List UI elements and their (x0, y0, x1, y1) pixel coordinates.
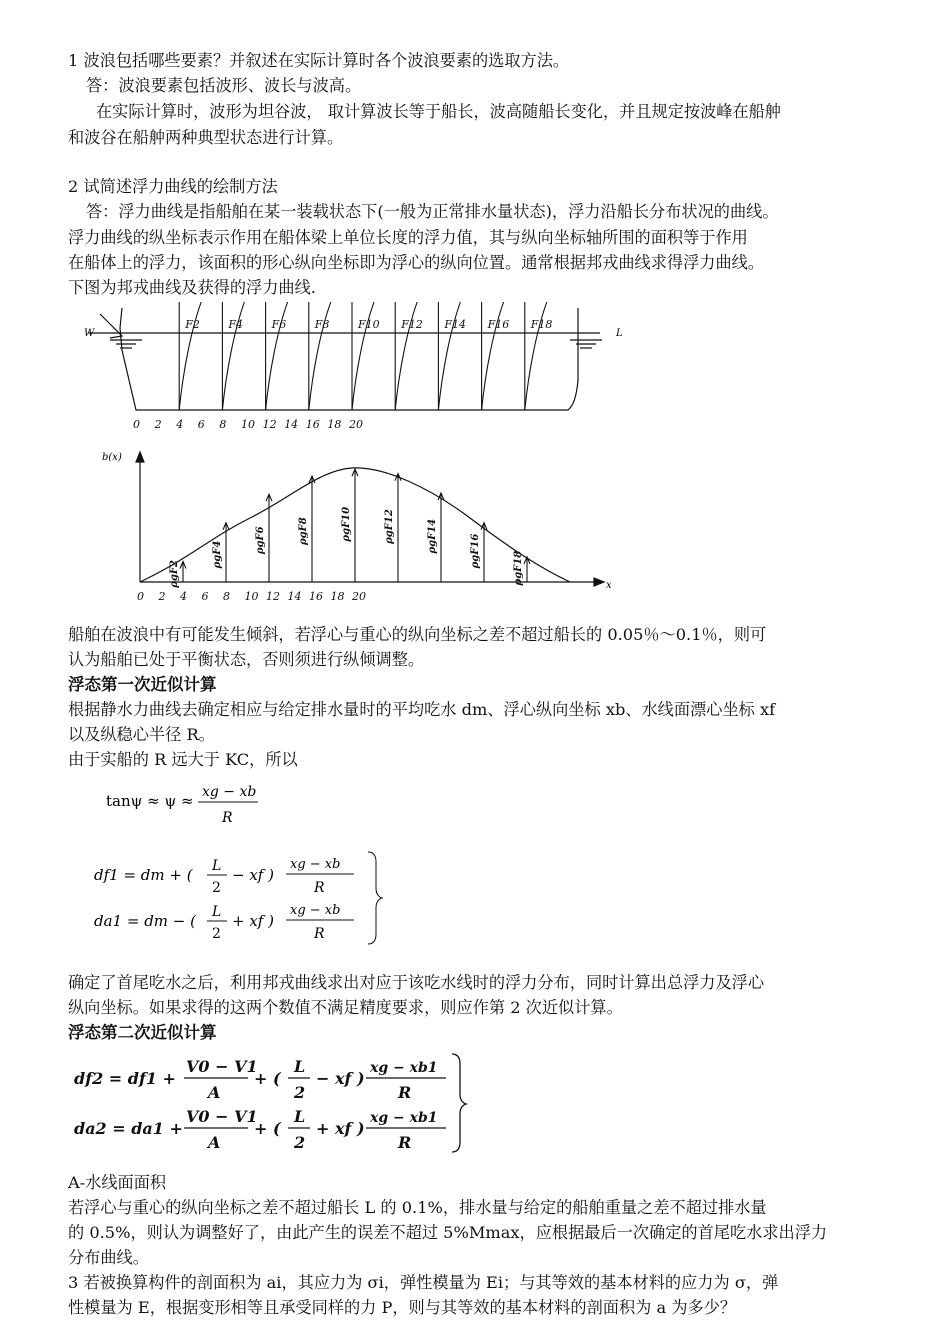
station-label: F16 (487, 318, 510, 331)
force-label: ρgF16 (470, 533, 481, 569)
svg-text:+ (: + ( (254, 1119, 281, 1138)
first-approx-line3: 由于实船的 R 远大于 KC，所以 (68, 750, 298, 769)
q3-line1: 3 若被换算构件的剖面积为 ai，其应力为 σi，弹性模量为 Ei；与其等效的基本材料的应力为 σ，弹 (68, 1273, 779, 1292)
force-label: ρgF18 (513, 550, 524, 586)
station-label: F8 (314, 318, 330, 331)
bottom-tick-label: 18 (330, 590, 345, 603)
trim-line2: 认为船舶已处于平衡状态，否则须进行纵倾调整。 (68, 650, 425, 669)
top-tick-label: 14 (284, 418, 299, 431)
svg-text:L: L (212, 904, 222, 920)
top-tick-label: 18 (327, 418, 342, 431)
svg-text:xg − xb: xg − xb (202, 784, 257, 800)
force-label: ρgF12 (384, 509, 395, 544)
svg-text:R: R (398, 1133, 412, 1152)
bonjean-curves-figure (70, 300, 630, 436)
svg-text:xg − xb1: xg − xb1 (370, 1110, 438, 1126)
bottom-tick-label: 2 (158, 590, 166, 603)
q1-answer-line3: 和波谷在船舯两种典型状态进行计算。 (68, 128, 344, 147)
svg-text:R: R (314, 926, 325, 942)
force-label: ρgF8 (298, 517, 309, 545)
closing-a-label: A-水线面面积 (68, 1173, 167, 1192)
bottom-tick-label: 12 (266, 590, 280, 603)
svg-text:L: L (294, 1057, 306, 1076)
equation-first-drafts (92, 848, 412, 948)
svg-text:R: R (314, 880, 325, 896)
station-label: F12 (401, 318, 423, 331)
svg-text:+ xf ): + xf ) (232, 912, 274, 930)
after-first-line2: 纵向坐标。如果求得的这两个数值不满足精度要求，则应作第 2 次近似计算。 (68, 998, 623, 1017)
buoyancy-curve-figure (70, 448, 630, 606)
q2-answer-line3: 在船体上的浮力，该面积的形心纵向坐标即为浮心的纵向位置。通常根据邦戎曲线求得浮力曲线。 (68, 253, 765, 272)
equation-second-drafts (72, 1050, 472, 1154)
svg-text:L: L (212, 858, 222, 874)
svg-text:da2 = da1 +: da2 = da1 + (74, 1119, 183, 1138)
svg-text:A: A (208, 1083, 221, 1102)
svg-text:R: R (222, 810, 233, 826)
station-label: F4 (228, 318, 244, 331)
bottom-tick-label: 8 (223, 590, 230, 603)
top-tick-label: 20 (349, 418, 363, 431)
q2-title: 2 试简述浮力曲线的绘制方法 (68, 177, 278, 196)
svg-text:df2 = df1 +: df2 = df1 + (74, 1069, 176, 1088)
svg-text:xg − xb1: xg − xb1 (370, 1060, 438, 1076)
first-approx-heading: 浮态第一次近似计算 (68, 675, 217, 694)
top-tick-label: 0 (133, 418, 140, 431)
station-label: F18 (530, 318, 553, 331)
bottom-tick-label: 4 (180, 590, 187, 603)
svg-text:df1 = dm + (: df1 = dm + ( (94, 866, 193, 884)
svg-text:V0 − V1: V0 − V1 (186, 1107, 258, 1126)
svg-text:da1 = dm − (: da1 = dm − ( (94, 912, 196, 930)
top-tick-label: 10 (241, 418, 255, 431)
svg-text:xg − xb: xg − xb (290, 903, 341, 918)
top-tick-label: 2 (154, 418, 162, 431)
top-tick-label: 12 (262, 418, 277, 431)
top-tick-label: 4 (176, 418, 184, 431)
after-first-line1: 确定了首尾吃水之后，利用邦戎曲线求出对应于该吃水线时的浮力分布，同时计算出总浮力及浮心 (68, 973, 765, 992)
station-label: F6 (271, 318, 287, 331)
bottom-tick-label: 16 (309, 590, 323, 603)
svg-text:R: R (398, 1083, 412, 1102)
top-tick-label: 16 (305, 418, 320, 431)
svg-text:− xf ): − xf ) (316, 1069, 365, 1088)
q1-title: 1 波浪包括哪些要素？并叙述在实际计算时各个波浪要素的选取方法。 (68, 51, 570, 70)
xlabel: x (606, 580, 612, 591)
closing-line2: 的 0.5%，则认为调整好了，由此产生的误差不超过 5%Mmax，应根据最后一次确定的首尾吃水求出浮力 (68, 1223, 828, 1242)
closing-line1: 若浮心与重心的纵向坐标之差不超过船长 L 的 0.1%，排水量与给定的船舶重量之差不超过排水量 (68, 1198, 767, 1217)
force-label: ρgF6 (255, 526, 266, 555)
svg-text:+ xf ): + xf ) (316, 1119, 365, 1138)
bottom-tick-label: 0 (137, 590, 144, 603)
closing-line3: 分布曲线。 (68, 1248, 149, 1267)
svg-text:− xf ): − xf ) (232, 866, 274, 884)
q2-answer-line4: 下图为邦戎曲线及获得的浮力曲线. (68, 278, 316, 297)
svg-text:+ (: + ( (254, 1069, 281, 1088)
q2-answer-line1: 答：浮力曲线是指船舶在某一装载状态下(一般为正常排水量状态)，浮力沿船长分布状况的曲线。 (86, 202, 779, 221)
svg-text:A: A (208, 1133, 221, 1152)
bottom-tick-label: 14 (287, 590, 302, 603)
force-label: ρgF2 (169, 560, 180, 588)
force-label: ρgF4 (212, 540, 223, 569)
svg-text:xg − xb: xg − xb (290, 857, 341, 872)
svg-text:tanψ ≈ ψ ≈: tanψ ≈ ψ ≈ (106, 792, 194, 810)
q2-answer-line2: 浮力曲线的纵坐标表示作用在船体梁上单位长度的浮力值，其与纵向坐标轴所围的面积等于作用 (68, 228, 748, 247)
bottom-tick-label: 6 (201, 590, 209, 603)
svg-text:2: 2 (294, 1083, 306, 1102)
equation-tan-psi (104, 776, 304, 836)
q1-answer-line2: 在实际计算时，波形为坦谷波， 取计算波长等于船长，波高随船长变化，并且规定按波峰在船舯 (96, 102, 782, 121)
svg-text:2: 2 (212, 926, 221, 942)
label-l: L (616, 328, 623, 339)
station-label: F14 (444, 318, 467, 331)
svg-text:2: 2 (212, 880, 221, 896)
force-label: ρgF10 (341, 506, 352, 542)
trim-line1: 船舶在波浪中有可能发生倾斜，若浮心与重心的纵向坐标之差不超过船长的 0.05％～0.1％，则可 (68, 625, 767, 644)
first-approx-line2: 以及纵稳心半径 R。 (68, 725, 215, 744)
ylabel: b(x) (102, 452, 122, 463)
first-approx-line1: 根据静水力曲线去确定相应与给定排水量时的平均吃水 dm、浮心纵向坐标 xb、水线面漂心坐标 xf (68, 700, 776, 719)
q1-answer-line1: 答：波浪要素包括波形、波长与波高。 (86, 76, 362, 95)
svg-text:V0 − V1: V0 − V1 (186, 1057, 258, 1076)
second-approx-heading: 浮态第二次近似计算 (68, 1023, 217, 1042)
svg-text:L: L (294, 1107, 306, 1126)
q3-line2: 性模量为 E，根据变形相等且承受同样的力 P，则与其等效的基本材料的剖面积为 a 为多少？ (68, 1298, 737, 1317)
top-tick-label: 6 (197, 418, 205, 431)
top-tick-label: 8 (219, 418, 227, 431)
bottom-tick-label: 20 (352, 590, 366, 603)
label-w: W (84, 328, 95, 339)
station-label: F10 (358, 318, 380, 331)
station-label: F2 (185, 318, 200, 331)
bottom-tick-label: 10 (244, 590, 259, 603)
svg-text:2: 2 (294, 1133, 306, 1152)
force-label: ρgF14 (427, 518, 438, 554)
